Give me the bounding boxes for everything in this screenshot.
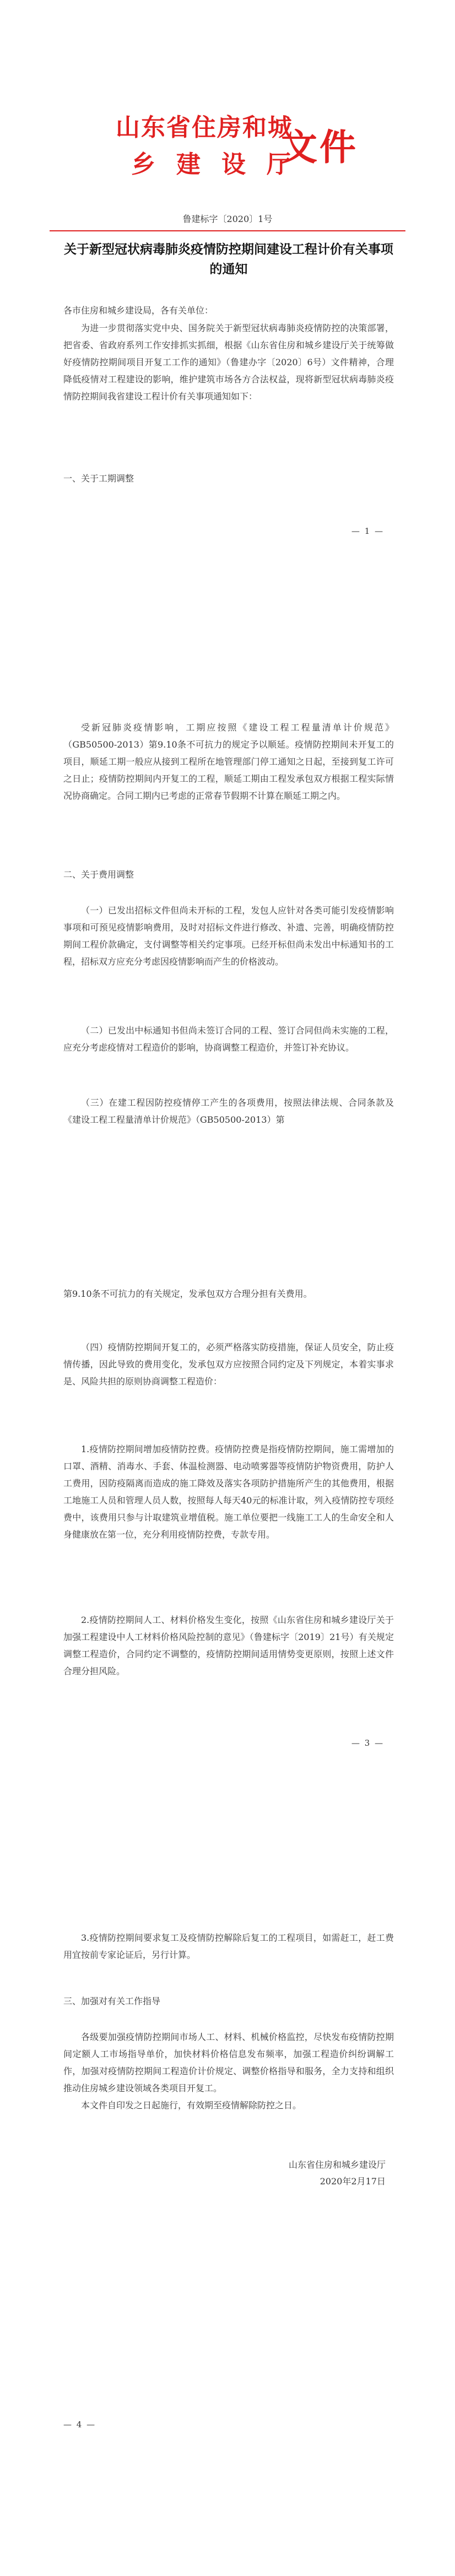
intro-paragraph: 为进一步贯彻落实党中央、国务院关于新型冠状病毒肺炎疫情防控的决策部署，把省委、省政府系列工作安排抓实抓细，根据《山东省住房和城乡建设厅关于统筹做好疫情防控期间项目开复工工作的通知》（鲁建办字〔2020〕6号）文件精神，合理降低疫情对工程建设的影响，维护建筑市场各方合法权益，现将新型冠状病毒肺炎疫情防控期间我省建设工程计价有关事项通知如下： <box>63 323 394 402</box>
section2-item1: 1.疫情防控期间增加疫情防控费。疫情防控费是指疫情防控期间，施工需增加的口罩、酒精、消毒水、手套、体温检测器、电动喷雾器等疫情防护物资费用，防护人工费用，因防疫隔离而造成的施工降效及落实各项防护措施所产生的其他费用，根据工地施工人员和管理人员人数，按照每人每天40元的标准计取，列入疫情防控专项经费中，该费用只参与计取建筑业增值税。施工单位要把一线施工工人的生命安全和人身健康放在第一位，充分利用疫情防控费，专款专用。 <box>63 1444 394 1540</box>
page-number-1: — 1 — <box>351 526 384 536</box>
section2-para4: （四）疫情防控期间开复工的，必须严格落实防疫措施，保证人员安全，防止疫情传播，因此导致的费用变化，发承包双方应按照合同约定及下列规定，本着实事求是、风险共担的原则协商调整工程造价： <box>63 1342 394 1387</box>
section2-item3: 3.疫情防控期间要求复工及疫情防控解除后复工的工程项目，如需赶工，赶工费用宜按前专家论证后，另行计算。 <box>63 1933 394 1960</box>
section3-paragraph: 各级要加强疫情防控期间市场人工、材料、机械价格监控，尽快发布疫情防控期间定额人工市场指导单价，加快材料价格信息发布频率，加强工程造价纠纷调解工作，加强对疫情防控期间工程造价计价规定、调整价格指导和服务，全力支持和组织推动住房城乡建设领域各类项目开复工。 <box>63 2032 394 2093</box>
section2-item2: 2.疫情防控期间人工、材料价格发生变化，按照《山东省住房和城乡建设厅关于加强工程建设中人工材料价格风险控制的意见》（鲁建标字〔2019〕21号）有关规定调整工程造价，合同约定不调整的，疫情防控期间适用情势变更原则，按照上述文件合理分担风险。 <box>63 1615 394 1676</box>
issuer-name-line2: 乡建设厅 <box>131 150 312 178</box>
document-title: 关于新型冠状病毒肺炎疫情防控期间建设工程计价有关事项的通知 <box>64 242 393 277</box>
section2-para1: （一）已发出招标文件但尚未开标的工程，发包人应针对各类可能引发疫情影响事项和可预见疫情影响费用，及时对招标文件进行修改、补遗、完善，明确疫情防控期间工程价款确定，支付调整等相关约定事项。已经开标但尚未发出中标通知书的工程，招标双方应充分考虑因疫情影响而产生的价格波动。 <box>63 905 394 967</box>
section1-paragraph: 受新冠肺炎疫情影响，工期应按照《建设工程工程量清单计价规范》（GB50500-2013）第9.10条不可抗力的规定予以顺延。疫情防控期间未开复工的项目，顺延工期一般应从接到工程所在地管理部门停工通知之日起，至接到复工许可之日止；疫情防控期间内开复工的工程，顺延工期由工程发承包双方根据工程实际情况协商确定。合同工期内已考虑的正常春节假期不计算在顺延工期之内。 <box>63 722 394 801</box>
section2-para3-part1: （三）在建工程因防控疫情停工产生的各项费用，按照法律法规、合同条款及《建设工程工程量清单计价规范》（GB50500-2013）第 <box>63 1097 394 1125</box>
document-header <box>0 83 455 193</box>
closing-statement: 本文件自印发之日起施行，有效期至疫情解除防控之日。 <box>81 2100 302 2110</box>
document-type-label: 文件 <box>281 126 358 169</box>
signature-org: 山东省住房和城乡建设厅 <box>288 2160 386 2170</box>
document-number: 鲁建标字〔2020〕1号 <box>182 214 273 224</box>
page-number-3: — 3 — <box>351 1738 384 1748</box>
issuer-name-line1: 山东省住房和城 <box>116 113 293 142</box>
page-number-4: — 4 — <box>63 2420 96 2429</box>
section2-para2: （二）已发出中标通知书但尚未签订合同的工程、签订合同但尚未实施的工程，应充分考虑疫情对工程造价的影响，协商调整工程造价，并签订补充协议。 <box>63 1025 394 1053</box>
section2-heading: 二、关于费用调整 <box>63 869 134 880</box>
signature-date: 2020年2月17日 <box>319 2176 386 2187</box>
section3-heading: 三、加强对有关工作指导 <box>63 1996 161 2006</box>
header-red-rule <box>50 230 405 231</box>
section2-para3-part2: 第9.10条不可抗力的有关规定，发承包双方合理分担有关费用。 <box>63 1289 312 1299</box>
section1-heading: 一、关于工期调整 <box>63 473 134 484</box>
salutation: 各市住房和城乡建设局，各有关单位： <box>63 305 214 316</box>
